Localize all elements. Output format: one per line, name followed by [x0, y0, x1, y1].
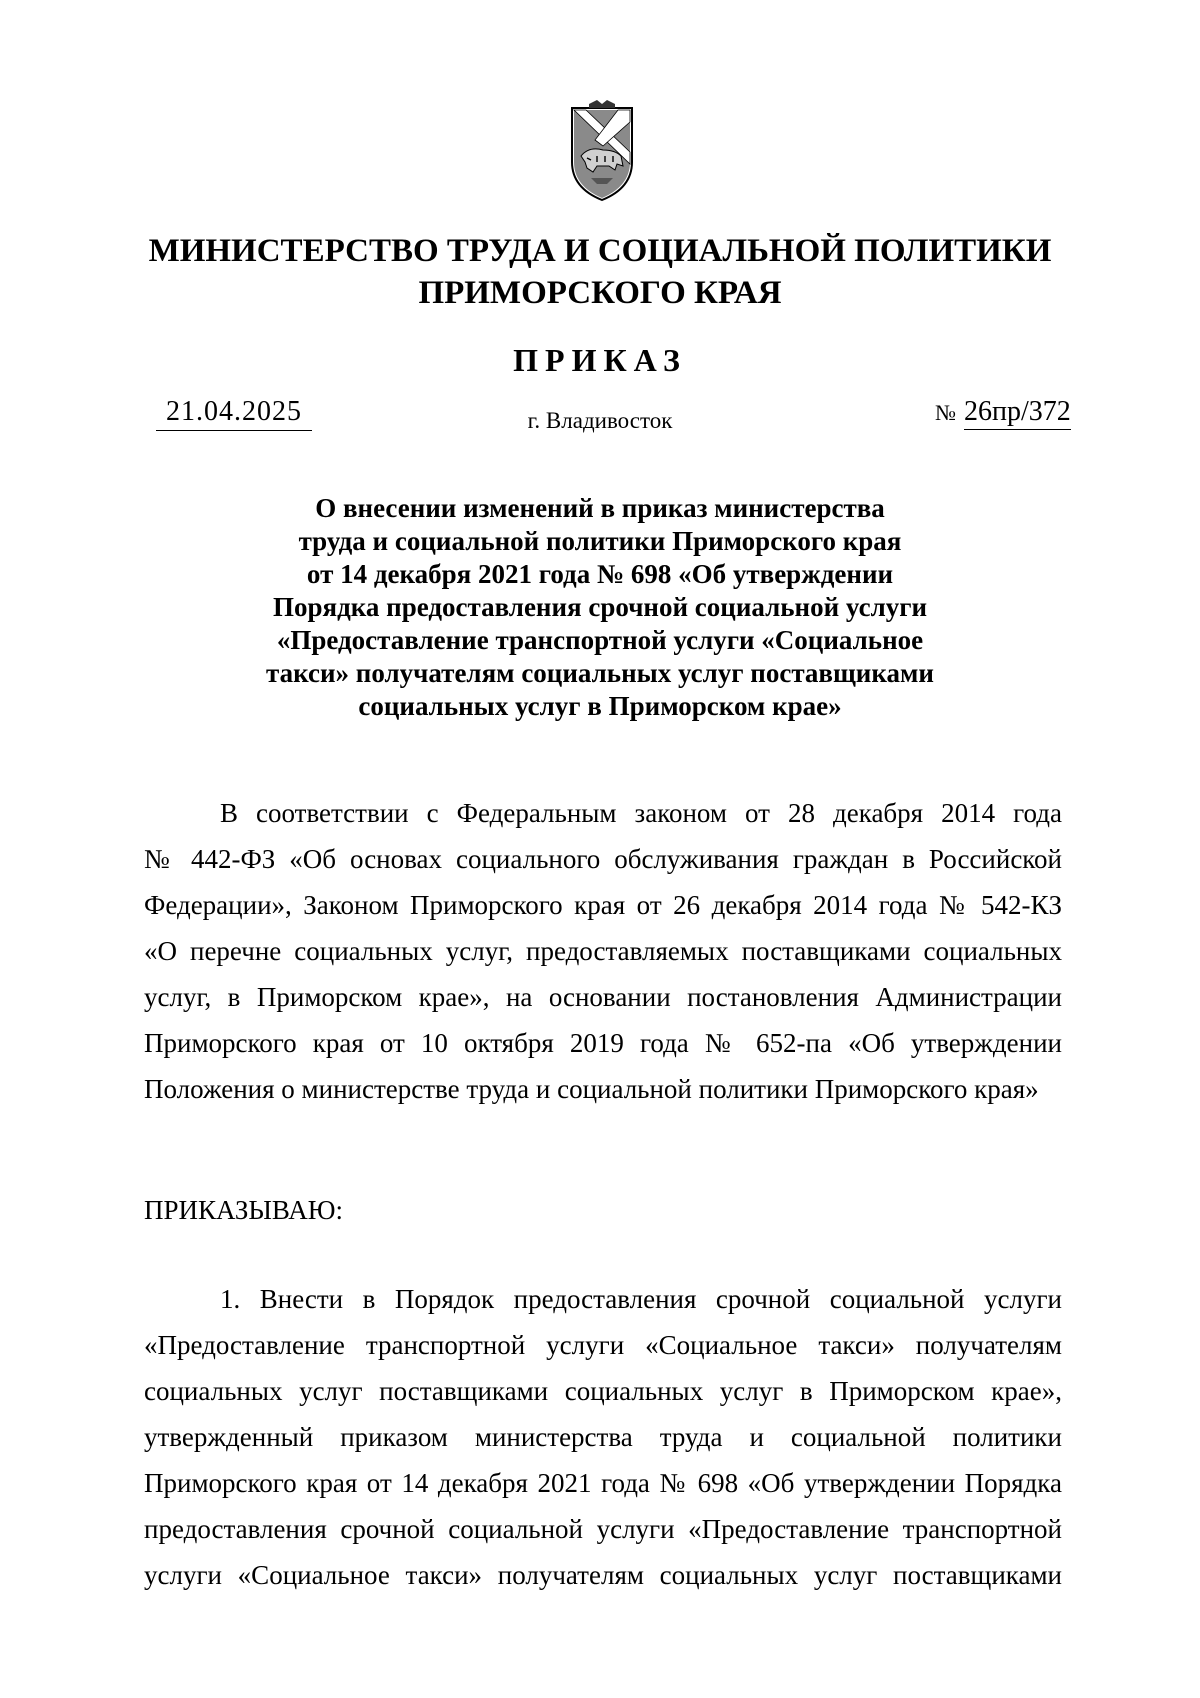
order-number: [935, 396, 1071, 428]
preamble-line: В соответствии с Федеральным законом от 28 декабря 2014 года: [220, 798, 1062, 828]
preamble-line: услуг, в Приморском крае», на основании постановления Администрации: [144, 982, 1062, 1012]
subject-line: от 14 декабря 2021 года № 698 «Об утверждении: [306, 559, 894, 589]
ministry-title-line: МИНИСТЕРСТВО ТРУДА И СОЦИАЛЬНОЙ ПОЛИТИКИ: [148, 233, 1052, 269]
preamble-paragraph: [144, 790, 1062, 1112]
number-sign: №: [935, 400, 956, 425]
subject-line: труда и социальной политики Приморского края: [298, 526, 902, 556]
order-item-1: [144, 1276, 1062, 1598]
item-line: услуги «Социальное такси» получателям социальных услуг поставщиками: [144, 1560, 1062, 1590]
coat-of-arms-icon: [567, 100, 637, 210]
item-line: социальных услуг поставщиками социальных услуг в Приморском крае»,: [144, 1376, 1062, 1406]
order-keyword: ПРИКАЗЫВАЮ:: [144, 1195, 343, 1225]
item-line: предоставления срочной социальной услуги «Предоставление транспортной: [144, 1514, 1062, 1544]
order-date: 21.04.2025: [156, 396, 312, 431]
order-subject: [0, 492, 1200, 723]
document-type: ПРИКАЗ: [513, 342, 687, 378]
preamble-line: Приморского края от 10 октября 2019 года № 652-па «Об утверждении: [144, 1028, 1062, 1058]
preamble-line: Федерации», Законом Приморского края от 26 декабря 2014 года № 542-КЗ: [144, 890, 1062, 920]
preamble-line: «О перечне социальных услуг, предоставляемых поставщиками социальных: [144, 936, 1062, 966]
ministry-title: [0, 230, 1200, 314]
ministry-title-line: ПРИМОРСКОГО КРАЯ: [418, 275, 782, 311]
subject-line: такси» получателям социальных услуг поставщиками: [266, 658, 934, 688]
item-line: «Предоставление транспортной услуги «Социальное такси» получателям: [144, 1330, 1062, 1360]
order-city: г. Владивосток: [527, 408, 673, 433]
preamble-line: № 442-ФЗ «Об основах социального обслуживания граждан в Российской: [144, 844, 1062, 874]
subject-line: О внесении изменений в приказ министерства: [315, 493, 885, 523]
subject-line: Порядка предоставления срочной социальной услуги: [272, 592, 928, 622]
item-line: 1. Внести в Порядок предоставления срочной социальной услуги: [220, 1284, 1062, 1314]
item-line: утвержденный приказом министерства труда и социальной политики: [144, 1422, 1062, 1452]
subject-line: «Предоставление транспортной услуги «Социальное: [276, 625, 924, 655]
number-value: 26пр/372: [964, 396, 1071, 430]
item-line: Приморского края от 14 декабря 2021 года № 698 «Об утверждении Порядка: [144, 1468, 1062, 1498]
preamble-line: Положения о министерстве труда и социальной политики Приморского края»: [144, 1074, 1039, 1104]
subject-line: социальных услуг в Приморском крае»: [358, 691, 842, 721]
